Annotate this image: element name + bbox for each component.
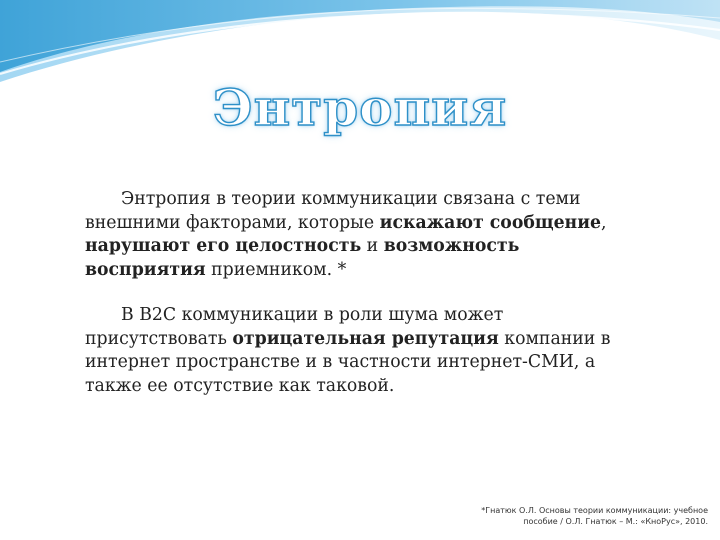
text-segment: Энтропия в теории коммуникации связана с теми внешними факторами, которые <box>85 189 581 233</box>
emphasis-distort-message: искажают сообщение <box>379 212 602 233</box>
paragraph-b2c-noise <box>85 304 645 398</box>
text-segment: В B2C коммуникации в роли шума может присутствовать <box>85 305 504 349</box>
emphasis-perception: возможность восприятия <box>85 236 520 280</box>
footnote-line-1: *Гнатюк О.Л. Основы теории коммуникации: учебное <box>481 506 708 515</box>
slide-body <box>85 188 645 398</box>
slide-title: Энтропия <box>212 78 508 137</box>
paragraph-entropy <box>85 188 645 282</box>
text-segment: приемником. * <box>205 259 347 280</box>
text-segment: , <box>601 212 607 233</box>
emphasis-violate-integrity: нарушают его целостность <box>85 236 362 256</box>
footnote-citation <box>408 505 708 527</box>
footnote-line-2: пособие / О.Л. Гнатюк – М.: «КноРус», 2010. <box>523 517 708 526</box>
text-segment: компании в интернет пространстве и в частности интернет-СМИ, а также ее отсутствие как таковой. <box>85 328 611 396</box>
text-segment: и <box>361 236 384 256</box>
emphasis-negative-reputation: отрицательная репутация <box>232 328 499 349</box>
